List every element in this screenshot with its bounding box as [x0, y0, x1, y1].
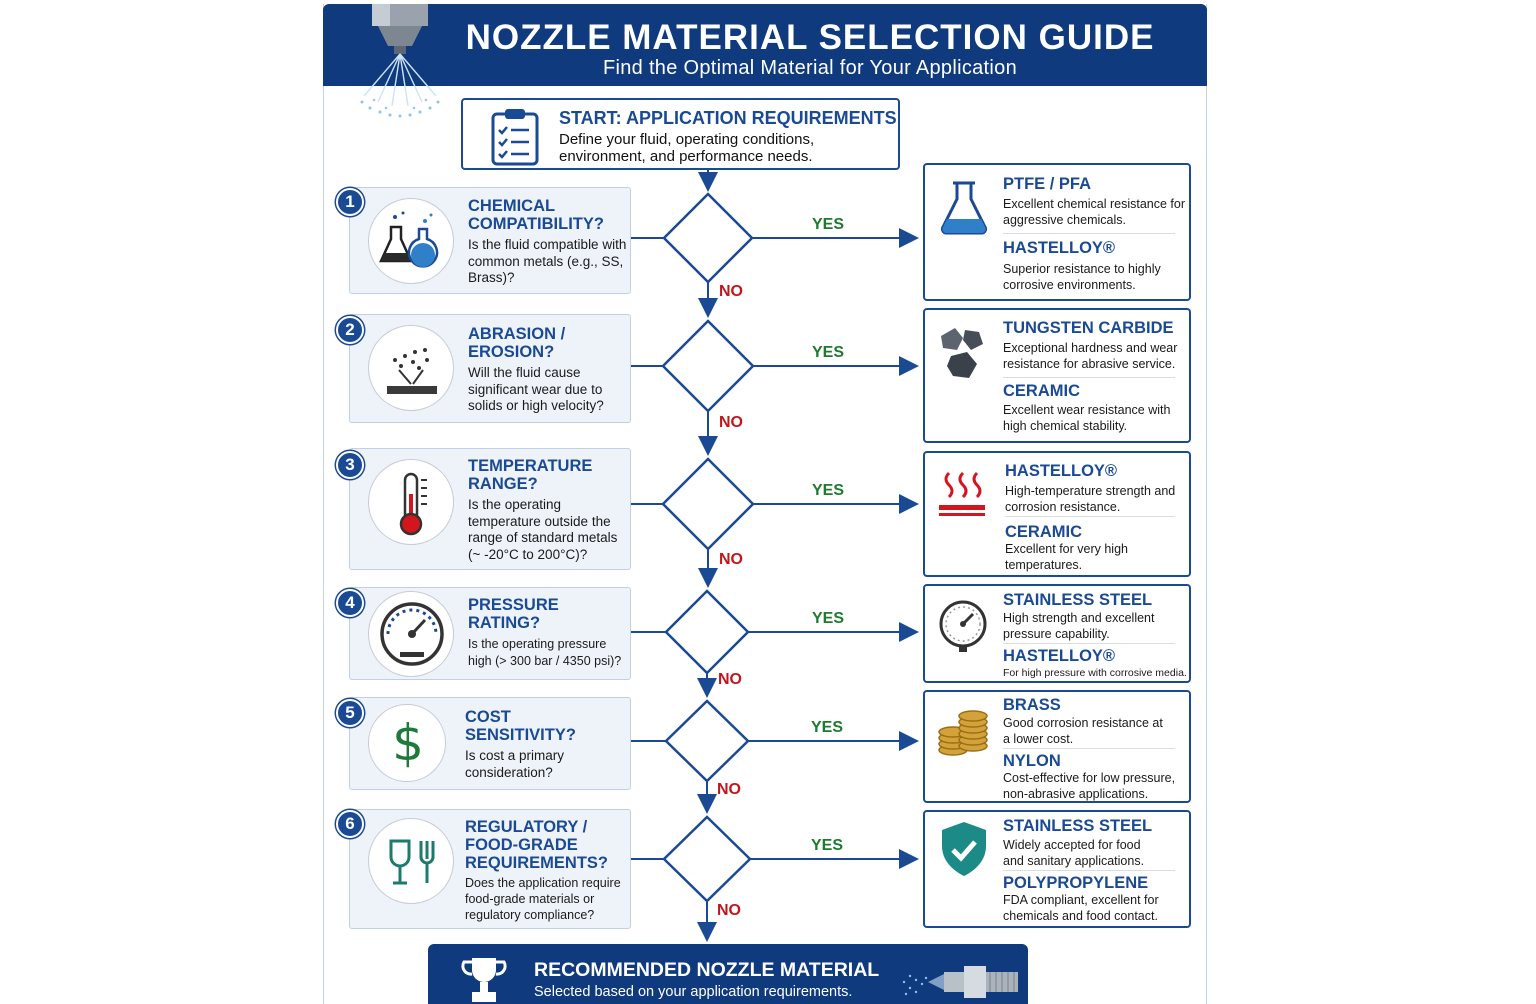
recommendation-card-regulatory [923, 810, 1191, 928]
material-name: CERAMIC [1003, 382, 1080, 400]
question-title: COST SENSITIVITY? [465, 708, 576, 744]
material-description: For high pressure with corrosive media. [1003, 667, 1187, 679]
flask-icon [935, 177, 993, 239]
particle-impact-icon [369, 326, 455, 412]
recommendation-card-abrasion [923, 308, 1191, 443]
material-name: HASTELLOY® [1003, 647, 1116, 665]
material-description: Superior resistance to highly corrosive environments. [1003, 262, 1161, 292]
decision-diamond-3 [663, 459, 753, 549]
recommendation-card-cost [923, 690, 1191, 803]
material-description: High-temperature strength and corrosion resistance. [1005, 484, 1176, 514]
thermometer-icon [369, 460, 455, 546]
trophy-icon [458, 954, 510, 1004]
question-description: Is cost a primary consideration? [465, 748, 565, 780]
question-title: REGULATORY / FOOD-GRADE REQUIREMENTS? [465, 818, 609, 872]
page-title: NOZZLE MATERIAL SELECTION GUIDE [465, 18, 1155, 57]
divider [1003, 870, 1175, 871]
step-number-badge: 1 [336, 188, 364, 216]
material-name: NYLON [1003, 752, 1061, 770]
dollar-icon [369, 705, 447, 783]
gauge-icon [935, 594, 993, 656]
nozzle-fitting-icon [898, 952, 1022, 1004]
question-card-abrasion [349, 314, 631, 423]
lab-flasks-icon [369, 199, 455, 285]
question-description: Is the operating temperature outside the range of standard metals (~ -20°C to 200°C)? [468, 497, 618, 562]
decision-diamond-6 [664, 817, 750, 901]
no-label-4: NO [718, 671, 742, 688]
step-number-badge: 5 [336, 699, 364, 727]
material-description: Widely accepted for food and sanitary applications. [1003, 838, 1145, 868]
yes-label-5: YES [811, 719, 844, 736]
material-name: STAINLESS STEEL [1003, 591, 1153, 609]
material-name: STAINLESS STEEL [1003, 817, 1153, 835]
icon-circle [368, 198, 454, 284]
svg-text:$: $ [392, 714, 424, 772]
recommendation-card-chemical [923, 163, 1191, 301]
material-name: PTFE / PFA [1003, 175, 1092, 193]
icon-circle [368, 325, 454, 411]
icon-circle [368, 704, 446, 782]
material-description: Good corrosion resistance at a lower cost. [1003, 716, 1163, 746]
divider [1003, 643, 1175, 644]
yes-label-1: YES [812, 216, 845, 233]
no-label-3: NO [719, 551, 743, 568]
decision-diamond-4 [666, 591, 748, 673]
material-name: HASTELLOY® [1005, 462, 1118, 480]
question-description: Will the fluid cause significant wear due to solids or high velocity? [468, 365, 604, 413]
material-description: Cost-effective for low pressure, non-abrasive applications. [1003, 771, 1176, 801]
page-subtitle: Find the Optimal Material for Your Application [602, 57, 1017, 79]
recommendation-card-pressure [923, 584, 1191, 683]
divider [1003, 748, 1175, 749]
step-number-badge: 6 [336, 810, 364, 838]
step-number-badge: 3 [336, 451, 364, 479]
pressure-gauge-icon [369, 592, 455, 678]
question-card-chemical [349, 187, 631, 294]
material-description: High strength and excellent pressure capability. [1003, 611, 1155, 641]
icon-circle [368, 818, 454, 904]
icon-circle [368, 459, 454, 545]
material-name: TUNGSTEN CARBIDE [1003, 319, 1174, 337]
material-name: HASTELLOY® [1003, 239, 1116, 257]
question-description: Does the application require food-grade materials or regulatory compliance? [465, 876, 621, 922]
material-name: POLYPROPYLENE [1003, 874, 1149, 892]
yes-label-6: YES [811, 837, 844, 854]
question-card-temperature [349, 448, 631, 570]
material-description: Exceptional hardness and wear resistance for abrasive service. [1003, 341, 1178, 371]
question-title: PRESSURE RATING? [468, 596, 559, 632]
question-title: CHEMICAL COMPATIBILITY? [468, 197, 604, 233]
start-title: START: APPLICATION REQUIREMENTS [559, 108, 897, 128]
divider [1003, 233, 1175, 234]
yes-label-2: YES [812, 344, 845, 361]
icon-circle [368, 591, 454, 677]
question-title: ABRASION / EROSION? [468, 325, 566, 361]
recommendation-card-temperature [923, 451, 1191, 577]
footer-title: RECOMMENDED NOZZLE MATERIAL [534, 959, 880, 981]
divider [1005, 516, 1175, 517]
question-card-regulatory [349, 809, 631, 929]
glass-fork-icon [369, 819, 455, 905]
material-description: FDA compliant, excellent for chemicals and food contact. [1003, 893, 1159, 923]
footer-subtitle: Selected based on your application requirements. [534, 984, 853, 1000]
question-title: TEMPERATURE RANGE? [468, 457, 593, 493]
rocks-icon [935, 322, 993, 384]
decision-diamond-1 [664, 194, 752, 282]
question-card-pressure [349, 587, 631, 680]
material-description: Excellent chemical resistance for aggressive chemicals. [1003, 197, 1186, 227]
shield-check-icon [935, 818, 993, 880]
yes-label-3: YES [812, 482, 845, 499]
no-label-5: NO [717, 781, 741, 798]
step-number-badge: 4 [336, 589, 364, 617]
question-card-cost [349, 697, 631, 790]
question-description: Is the fluid compatible with common metals (e.g., SS, Brass)? [468, 237, 627, 285]
no-label-1: NO [719, 283, 743, 300]
no-label-2: NO [719, 414, 743, 431]
material-name: CERAMIC [1005, 523, 1082, 541]
footer-banner [428, 944, 1028, 1004]
start-description: Define your fluid, operating conditions, environment, and performance needs. [559, 131, 815, 165]
no-label-6: NO [717, 902, 741, 919]
decision-diamond-2 [663, 321, 753, 411]
decision-diamond-5 [666, 701, 748, 781]
yes-label-4: YES [812, 610, 845, 627]
material-description: Excellent wear resistance with high chemical stability. [1003, 403, 1171, 433]
question-description: Is the operating pressure high (> 300 bar / 4350 psi)? [468, 637, 622, 668]
material-description: Excellent for very high temperatures. [1005, 542, 1128, 572]
coins-icon [935, 702, 993, 764]
heat-icon [935, 465, 993, 527]
step-number-badge: 2 [336, 316, 364, 344]
divider [1003, 377, 1175, 378]
material-name: BRASS [1003, 696, 1061, 714]
